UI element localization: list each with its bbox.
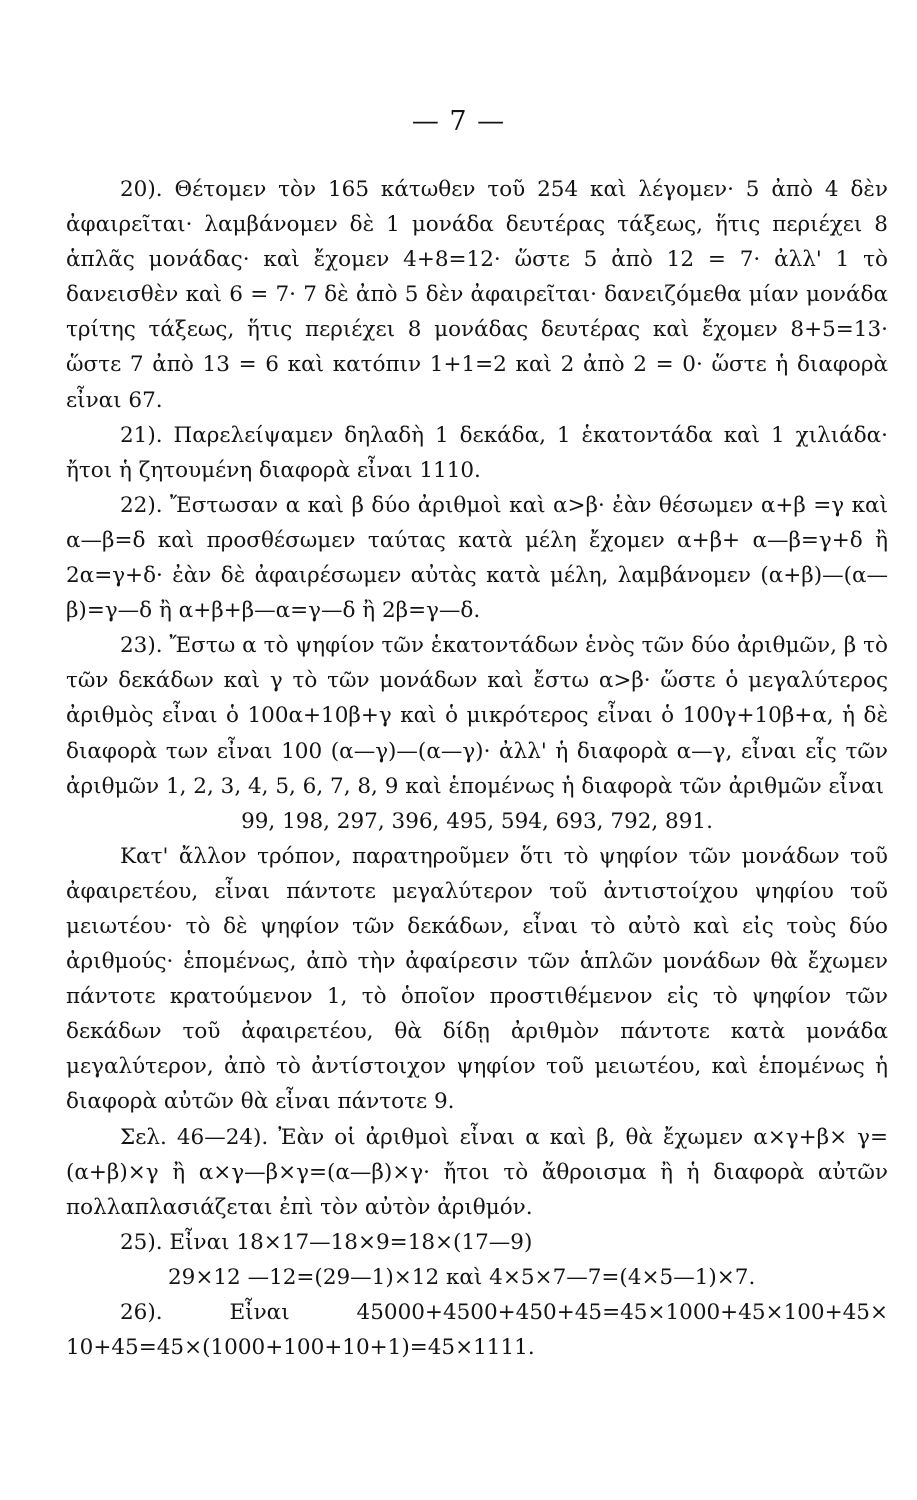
paragraph-23-numbers: 99, 198, 297, 396, 495, 594, 693, 792, 891. <box>241 808 713 834</box>
paragraph-21: 21). Παρελείψαμεν δηλαδὴ 1 δεκάδα, 1 ἑκατοντάδα καὶ 1 χιλιάδα· ἤτοι ἡ ζητουμένη διαφορὰ εἶναι 1110. <box>66 422 888 483</box>
page-number: — 7 — <box>411 106 506 137</box>
paragraph-25-line-2: 29×12 —12=(29—1)×12 καὶ 4×5×7—7=(4×5—1)×7. <box>168 1264 756 1290</box>
paragraph-24: Σελ. 46—24). Ἐὰν οἱ ἀριθμοὶ εἶναι α καὶ β, θὰ ἔχωμεν α×γ+β× γ=(α+β)×γ ἢ α×γ—β×γ=(α—β)×γ· ἤτοι τὸ ἄθροισμα ἢ ἡ διαφορὰ αὐτῶν πολλαπλασιάζεται ἐπὶ τὸν αὐτὸν ἀριθμόν. <box>66 1124 888 1220</box>
paragraph-23-alternative: Κατ' ἄλλον τρόπον, παρατηροῦμεν ὅτι τὸ ψηφίον τῶν μονάδων τοῦ ἀφαιρετέου, εἶναι πάντοτε μεγαλύτερον τοῦ ἀντιστοίχου ψηφίου τοῦ μειωτέου· τὸ δὲ ψηφίον τῶν δεκάδων, εἶναι τὸ αὐτὸ καὶ εἰς τοὺς δύο ἀριθμούς· ἑπομένως, ἀπὸ τὴν ἀφαίρεσιν τῶν ἁπλῶν μονάδων θὰ ἔχωμεν πάντοτε κρατούμενον 1, τὸ ὁποῖον προστιθέμενον εἰς τὸ ψηφίον τῶν δεκάδων τοῦ ἀφαιρετέου, θὰ δίδῃ ἀριθμὸν πάντοτε κατὰ μονάδα μεγαλύτερον, ἀπὸ τὸ ἀντίστοιχον ψηφίον τοῦ μειωτέου, καὶ ἑπομένως ἡ διαφορὰ αὐτῶν θὰ εἶναι πάντοτε 9. <box>66 843 888 1115</box>
paragraph-25-line-1: 25). Εἶναι 18×17—18×9=18×(17—9) <box>120 1229 533 1255</box>
paragraph-22: 22). Ἔστωσαν α καὶ β δύο ἀριθμοὶ καὶ α>β· ἐὰν θέσωμεν α+β =γ καὶ α—β=δ καὶ προσθέσωμεν ταύτας κατὰ μέλη ἔχομεν α+β+ α—β=γ+δ ἢ 2α=γ+δ· ἐὰν δὲ ἀφαιρέσωμεν αὐτὰς κατὰ μέλη, λαμβάνομεν (α+β)—(α—β)=γ—δ ἢ α+β+β—α=γ—δ ἢ 2β=γ—δ. <box>66 492 888 624</box>
paragraph-20: 20). Θέτομεν τὸν 165 κάτωθεν τοῦ 254 καὶ λέγομεν· 5 ἀπὸ 4 δὲν ἀφαιρεῖται· λαμβάνομεν δὲ 1 μονάδα δευτέρας τάξεως, ἥτις περιέχει 8 ἁπλᾶς μονάδας· καὶ ἔχομεν 4+8=12· ὥστε 5 ἀπὸ 12 = 7· ἀλλ' 1 τὸ δανεισθὲν καὶ 6 = 7· 7 δὲ ἀπὸ 5 δὲν ἀφαιρεῖται· δανειζόμεθα μίαν μονάδα τρίτης τάξεως, ἥτις περιέχει 8 μονάδας δευτέρας καὶ ἔχομεν 8+5=13· ὥστε 7 ἀπὸ 13 = 6 καὶ κατόπιν 1+1=2 καὶ 2 ἀπὸ 2 = 0· ὥστε ἡ διαφορὰ εἶναι 67. <box>66 177 888 413</box>
paragraph-26: 26). Εἶναι 45000+4500+450+45=45×1000+45×100+45× 10+45=45×(1000+100+10+1)=45×1111. <box>66 1300 888 1361</box>
paragraph-23: 23). Ἔστω α τὸ ψηφίον τῶν ἑκατοντάδων ἑνὸς τῶν δύο ἀριθμῶν, β τὸ τῶν δεκάδων καὶ γ τὸ τῶν μονάδων καὶ ἔστω α>β· ὥστε ὁ μεγαλύτερος ἀριθμὸς εἶναι ὁ 100α+10β+γ καὶ ὁ μικρότερος εἶναι ὁ 100γ+10β+α, ἡ δὲ διαφορὰ των εἶναι 100 (α—γ)—(α—γ)· ἀλλ' ἡ διαφορὰ α—γ, εἶναι εἷς τῶν ἀριθμῶν 1, 2, 3, 4, 5, 6, 7, 8, 9 καὶ ἑπομένως ἡ διαφορὰ τῶν ἀριθμῶν εἶναι <box>66 633 888 799</box>
page-body <box>66 172 888 1365</box>
